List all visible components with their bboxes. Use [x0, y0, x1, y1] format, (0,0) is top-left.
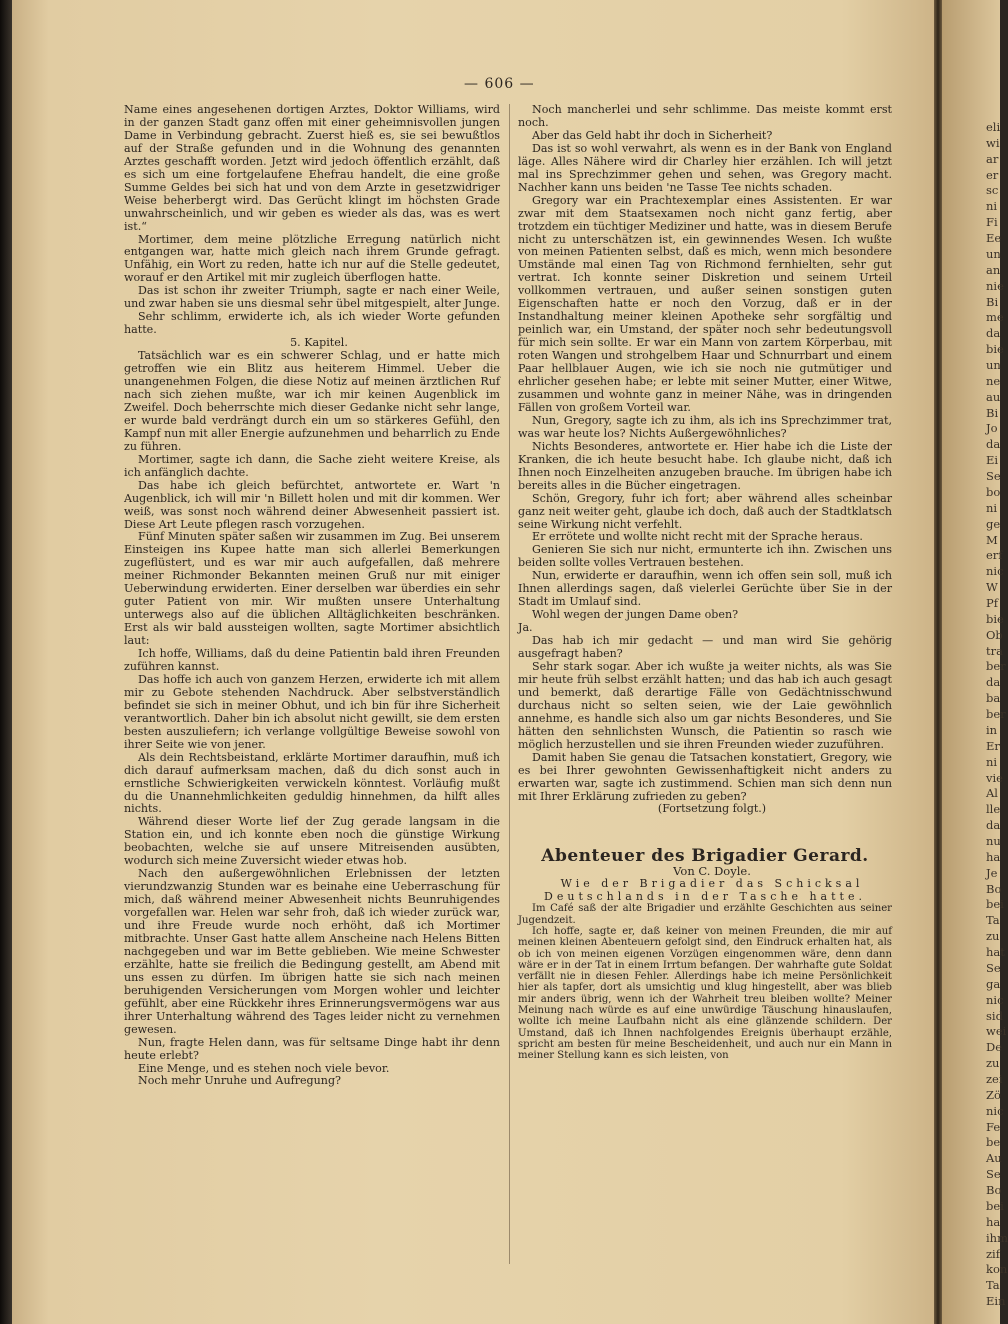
adjacent-page-fragment: un [986, 358, 1001, 372]
adjacent-page-fragment: Se [986, 961, 1001, 975]
left-column [124, 104, 500, 1088]
adjacent-page-fragment: Je [986, 866, 998, 880]
right-paragraphs [518, 104, 892, 803]
adjacent-page-fragment: Ob [986, 628, 1003, 642]
adjacent-page-fragment: ni [986, 199, 998, 213]
left-paragraphs-before [124, 104, 500, 337]
adjacent-page-fragment: bie [986, 342, 1004, 356]
adjacent-page-fragment: Bi [986, 406, 999, 420]
adjacent-page-fragment: me [986, 310, 1004, 324]
adjacent-page-fragment: tra [986, 644, 1003, 658]
adjacent-page-fragment: W [986, 580, 998, 594]
adjacent-page-fragment: Pf [986, 596, 998, 610]
adjacent-page-fragment: eli [986, 120, 1001, 134]
adjacent-page-fragment: Se [986, 1167, 1001, 1181]
paragraph: Aber das Geld habt ihr doch in Sicherheit? [532, 128, 773, 142]
adjacent-page-fragment: ihm [986, 1231, 1008, 1245]
adjacent-page-fragment: bo [986, 485, 1001, 499]
adjacent-page-fragment: un [986, 247, 1001, 261]
adjacent-page-fragment: da [986, 818, 1001, 832]
adjacent-page-fragment: ne [986, 374, 1001, 388]
adjacent-page-fragment: ga [986, 977, 1001, 991]
adjacent-page-fragment: Se [986, 469, 1001, 483]
adjacent-page-fragment: Al [986, 786, 998, 800]
paragraph: Tatsächlich war es ein schwerer Schlag, und er hatte mich getroffen wie ein Blitz aus heiterem Himmel. Ueber die unangenehmen Folgen, die diese Notiz auf meinen ärztlichen Ruf nach sich ziehen mußte, war ich mir keinen Augenblick im Zweifel. Doch beherrschte mich dieser Gedanke nicht sehr lange, er wurde bald verdrängt durch ein um so stärkeres Gefühl, den Kampf nun mit aller Energie aufzunehmen und beharrlich zu Ende zu führen. [124, 349, 500, 453]
book-gutter [934, 0, 942, 1324]
adjacent-page-fragment: Ta [986, 1278, 1000, 1292]
adjacent-page-fragment: nic [986, 993, 1004, 1007]
story-subtitle: Wie der Brigadier das Schicksal Deutschlands in der Tasche hatte. [544, 877, 866, 903]
paragraph: Schön, Gregory, fuhr ich fort; aber während alles scheinbar ganz neit weiter geht, glaube ich doch, daß auch der Stadtklatsch seine Wirkung nicht verfehlt. [518, 491, 892, 531]
adjacent-page-fragment: ba [986, 691, 1001, 705]
story-author: Von C. Doyle. [673, 864, 751, 879]
paragraph: Nun, fragte Helen dann, was für seltsame Dinge habt ihr denn heute erlebt? [124, 1035, 500, 1062]
adjacent-page-fragment: Ta [986, 913, 1000, 927]
adjacent-page-fragment: zu [986, 1056, 1000, 1070]
adjacent-page-fragment: Au [986, 1151, 1002, 1165]
adjacent-page-fragment: erf [986, 548, 1003, 562]
adjacent-page-fragment: da [986, 675, 1001, 689]
adjacent-page-fragment: da [986, 326, 1001, 340]
paragraph: Sehr schlimm, erwiderte ich, als ich wieder Worte gefunden hatte. [124, 310, 500, 337]
adjacent-page-fragment: Jo [986, 421, 998, 435]
adjacent-page-fragment: ha [986, 1215, 1001, 1229]
adjacent-page-fragment: an [986, 263, 1001, 277]
story-title: Abenteuer des Brigadier Gerard. [541, 846, 869, 867]
adjacent-page-fragment: ber [986, 707, 1006, 721]
adjacent-page-fragment: er [986, 168, 999, 182]
adjacent-page-fragment: zu [986, 929, 1000, 943]
paragraph: Ich hoffe, Williams, daß du deine Patientin bald ihren Freunden zuführen kannst. [124, 647, 500, 673]
adjacent-page-fragment: ha [986, 850, 1001, 864]
adjacent-page-fragment: hat [986, 945, 1005, 959]
paragraph: Im Café saß der alte Brigadier und erzählte Geschichten aus seiner Jugendzeit. [518, 903, 892, 926]
adjacent-page-fragment: vie [986, 771, 1003, 785]
adjacent-page-fragment: ge [986, 517, 1001, 531]
continuation-note: (Fortsetzung folgt.) [657, 802, 767, 816]
newspaper-page [12, 0, 934, 1324]
adjacent-page-fragment: Bo [986, 1183, 1002, 1197]
adjacent-page-fragment: lle [986, 802, 1001, 816]
paragraph: Gregory war ein Prachtexemplar eines Assistenten. Er war zwar mit dem Staatsexamen noch nicht ganz fertig, aber trotzdem ein tüchtiger Mediziner und hatte, was in diesem Berufe nicht zu unterschätzen ist, ein gewinnendes Wesen. Ich wußte von meinen Patienten selbst, daß es mich, wenn mich besondere Umstände mal einen Tag von Richmond fernhielten, sehr gut vertrat. Ich konnte seiner Diskretion und seinem Urteil vollkommen vertrauen, und außer seinen sonstigen guten Eigenschaften hatte er noch den Vorzug, daß er in der Instandhaltung meiner kleinen Apotheke sehr sorgfältig und peinlich war, ein Umstand, der später noch sehr bedeutungsvoll für mich sein sollte. Er war ein Mann von zartem Körperbau, mit roten Wangen und strohgelbem Haar und Schnurrbart und einem Paar hellblauer Augen, wie ich sie noch nie gutmütiger und ehrlicher gesehen habe; er lebte mit seiner Mutter, einer Witwe, zusammen und wohnte ganz in meiner Nähe, was in dringenden Fällen von großem Vorteil war. [518, 193, 892, 414]
paragraph: Ja. [518, 621, 533, 635]
adjacent-page-fragment: sc [986, 183, 999, 197]
paragraph: Nach den außergewöhnlichen Erlebnissen der letzten vierundzwanzig Stunden war es beinahe eine Ueberraschung für mich, daß während meiner Abwesenheit nichts Beunruhigendes vorgefallen war. Helen war sehr froh, daß ich wieder zurück war, und ihre Freude wurde noch erhöht, daß ich Mortimer mitbrachte. Unser Gast hatte allem Anscheine nach Helens Bitten nachgegeben und war im Bette geblieben. Wie meine Schwester erzählte, hatte sie freilich die Bedingung gestellt, am Abend mit uns essen zu dürfen. Im übrigen hatte sie sich nach meinen beruhigenden Versicherungen vom Morgen wohler und leichter gefühlt, aber eine Rückkehr ihres Erinnerungsvermögens war aus ihrer Unterhaltung während des Tages leider nicht zu vernehmen gewesen. [124, 867, 500, 1036]
adjacent-page-fragment: M [986, 533, 998, 547]
paragraph: Nichts Besonderes, antwortete er. Hier habe ich die Liste der Kranken, die ich heute besucht habe. Ich glaube nicht, daß ich Ihnen noch Einzelheiten anzugeben brauche. Im übrigen habe ich bereits alles in die Bücher eingetragen. [518, 439, 892, 492]
adjacent-page-fragment: Er [986, 739, 1000, 753]
adjacent-page-fragment: bei [986, 897, 1004, 911]
adjacent-page-fragment: nic [986, 1104, 1004, 1118]
paragraph: Das ist schon ihr zweiter Triumph, sagte er nach einer Weile, und zwar haben sie uns diesmal sehr übel mitgespielt, alter Junge. [124, 284, 500, 311]
paragraph: Eine Menge, und es stehen noch viele bevor. [138, 1061, 390, 1075]
adjacent-page-fragment: ni [986, 755, 998, 769]
paragraph: Das hab ich mir gedacht — und man wird Sie gehörig ausgefragt haben? [518, 634, 892, 661]
paragraph: Nun, Gregory, sagte ich zu ihm, als ich ins Sprechzimmer trat, was war heute los? Nichts Außergewöhnliches? [518, 413, 892, 440]
paragraph: Damit haben Sie genau die Tatsachen konstatiert, Gregory, wie es bei Ihrer gewohnten Gewissenhaftigkeit nicht anders zu erwarten war, sagte ich zustimmend. Schien man sich denn nun mit Ihrer Erklärung zufrieden zu geben? [518, 750, 892, 803]
adjacent-page-fragment: ber [986, 659, 1006, 673]
paragraph: Name eines angesehenen dortigen Arztes, Doktor Williams, wird in der ganzen Stadt ganz offen mit einer geheimnisvollen jungen Dame in Verbindung gebracht. Zuerst hieß es, sie sei bewußtlos auf der Straße gefunden und in die Wohnung des genannten Arztes geschafft worden. Jetzt wird jedoch öffentlich erzählt, daß es sich um eine fortgelaufene Ehefrau handelt, die eine große Summe Geldes bei sich hat und von dem Arzte in gesetzwidriger Weise beherbergt wird. Das Gerücht klingt im höchsten Grade unwahrscheinlich, und wir geben es wieder als das, was es wert ist.“ [124, 103, 500, 233]
paragraph: Genieren Sie sich nur nicht, ermunterte ich ihn. Zwischen uns beiden sollte volles Vertrauen bestehen. [518, 543, 892, 570]
paragraph: Während dieser Worte lief der Zug gerade langsam in die Station ein, und ich konnte eben noch die günstige Wirkung beobachten, welche sie auf unsere Mitreisenden ausübten, wodurch sich meine Zuversicht wieder etwas hob. [124, 815, 500, 868]
adjacent-page-fragment: zif [986, 1247, 1000, 1261]
adjacent-page-fragment: Bo [986, 882, 1002, 896]
adjacent-page-fragment: be [986, 1135, 1001, 1149]
adjacent-page-fragment: Bi [986, 295, 999, 309]
paragraph: Mortimer, dem meine plötzliche Erregung natürlich nicht entgangen war, hatte mich gleich nach ihrem Grunde gefragt. Unfähig, ein Wort zu reden, hatte ich nur auf die Stelle gedeutet, worauf er den Artikel mit mir zugleich überflogen hatte. [124, 232, 500, 285]
adjacent-page-fragment: Fi [986, 215, 998, 229]
adjacent-page-fragment: Zö [986, 1088, 1001, 1102]
paragraph: Das habe ich gleich befürchtet, antwortete er. Wart 'n Augenblick, ich will mir 'n Billett holen und mit dir kommen. Wer weiß, was sonst noch während deiner Abwesenheit passiert ist. Diese Art Leute pflegen rasch vorzugehen. [124, 478, 500, 531]
adjacent-page-fragment: Ee [986, 231, 1002, 245]
adjacent-page-fragment: wei [986, 1024, 1007, 1038]
paragraph: Mortimer, sagte ich dann, die Sache zieht weitere Kreise, als ich anfänglich dachte. [124, 452, 500, 479]
adjacent-page-fragment: nic [986, 564, 1004, 578]
book-edge-left [0, 0, 12, 1324]
left-paragraphs-after [124, 350, 500, 1088]
adjacent-page-fragment: da [986, 437, 1001, 451]
adjacent-page-fragment: au [986, 390, 1001, 404]
adjacent-page-fragment: wi [986, 136, 1000, 150]
adjacent-page-fragment: sid [986, 1009, 1003, 1023]
adjacent-page-fragment: ni [986, 501, 998, 515]
adjacent-page-fragment: Ein [986, 1294, 1006, 1308]
paragraph: Noch mancherlei und sehr schlimme. Das meiste kommt erst noch. [518, 103, 892, 129]
adjacent-page-edge [942, 0, 1008, 1324]
paragraph: Als dein Rechtsbeistand, erklärte Mortimer daraufhin, muß ich dich darauf aufmerksam machen, daß du dich sonst auch in ernstliche Schwierigkeiten verwickeln könntest. Vorläufig mußt du die Unannehmlichkeiten geduldig hinnehmen, da hilft alles nichts. [124, 750, 500, 816]
adjacent-page-fragment: bie [986, 612, 1004, 626]
story-body [518, 903, 892, 1061]
adjacent-page-fragment: kon [986, 1262, 1008, 1276]
paragraph: Sehr stark sogar. Aber ich wußte ja weiter nichts, als was Sie mir heute früh selbst erzählt hatten; und das hab ich auch gesagt und bemerkt, daß derartige Fälle von Gedächtnisschwund durchaus nicht so selten seien, wie der Laie gewöhnlich annehme, es handle sich also um gar nichts Besonderes, und Sie hätten den sehnlichsten Wunsch, die Patientin so rasch wie möglich herzustellen und sie ihren Freunden wieder zuzuführen. [518, 659, 892, 751]
adjacent-page-fragment: Fe [986, 1120, 1001, 1134]
paragraph: Das ist so wohl verwahrt, als wenn es in der Bank von England läge. Alles Nähere wird dir Charley hier erzählen. Ich will jetzt mal ins Sprechzimmer gehen und sehen, was Gregory macht. Nachher kann uns beiden 'ne Tasse Tee nichts schaden. [518, 141, 892, 194]
adjacent-page-fragment: bei [986, 1199, 1004, 1213]
column-divider [509, 104, 510, 1264]
paragraph: Noch mehr Unruhe und Aufregung? [138, 1074, 341, 1088]
paragraph: Er errötete und wollte nicht recht mit der Sprache heraus. [532, 530, 863, 544]
chapter-heading: 5. Kapitel. [290, 336, 348, 350]
right-column [518, 104, 892, 1061]
adjacent-page-fragment: nu [986, 834, 1001, 848]
adjacent-page-fragment: De [986, 1040, 1003, 1054]
paragraph: Das hoffe ich auch von ganzem Herzen, erwiderte ich mit allem mir zu Gebote stehenden Nachdruck. Aber selbstverständlich befindet sie sich in meiner Obhut, und ich bin für ihre Sicherheit verantwortlich. Daher bin ich absolut nicht gewillt, sie dem ersten besten auszuliefern; ich verlange vollgültige Beweise sowohl von ihrer Seite wie von jener. [124, 672, 500, 751]
paragraph: Fünf Minuten später saßen wir zusammen im Zug. Bei unserem Einsteigen ins Kupee hatte man sich allerlei Bemerkungen zugeflüstert, und es war mir auch aufgefallen, daß mehrere meiner Richmonder Bekannten meinen Gruß nur mit einiger Ueberwindung erwiderten. Einer derselben war überdies ein sehr guter Patient von mir. Wir mußten unsere Unterhaltung unterwegs also auf die üblichen Alltäglichkeiten beschränken. Erst als wir bald aussteigen wollten, sagte Mortimer absichtlich laut: [124, 530, 500, 648]
paragraph: Wohl wegen der jungen Dame oben? [532, 608, 739, 622]
page-number: — 606 — [464, 76, 535, 92]
paragraph: Ich hoffe, sagte er, daß keiner von meinen Freunden, die mir auf meinen kleinen Abenteuern gefolgt sind, den Eindruck erhalten hat, als ob ich von meinen eigenen Vorzügen eingenommen wäre, denn dann wäre er in der Tat in einem Irrtum befangen. Der wahrhafte gute Soldat verfällt nie in diesen Fehler. Allerdings habe ich meine Persönlichkeit hier als tapfer, dort als umsichtig und klug hingestellt, aber was blieb mir anders übrig, wenn ich der Wahrheit treu bleiben wollte? Meiner Meinung nach würde es auf eine unwürdige Täuschung hinauslaufen, wollte ich meine Laufbahn nicht als eine glänzende schildern. Der Umstand, daß ich Ihnen nachfolgendes Ereignis überhaupt erzähle, spricht am besten für meine Bescheidenheit, und auch nur ein Mann in meiner Stellung kann es sich leisten, von [518, 925, 892, 1062]
adjacent-page-fragment: Ei [986, 453, 999, 467]
adjacent-page-fragment: ar [986, 152, 999, 166]
adjacent-page-fragment: nie [986, 279, 1004, 293]
adjacent-page-fragment: in [986, 723, 998, 737]
paragraph: Nun, erwiderte er daraufhin, wenn ich offen sein soll, muß ich Ihnen allerdings sagen, daß vielerlei Gerüchte über Sie in der Stadt im Umlauf sind. [518, 569, 892, 609]
adjacent-page-fragment: zei [986, 1072, 1003, 1086]
